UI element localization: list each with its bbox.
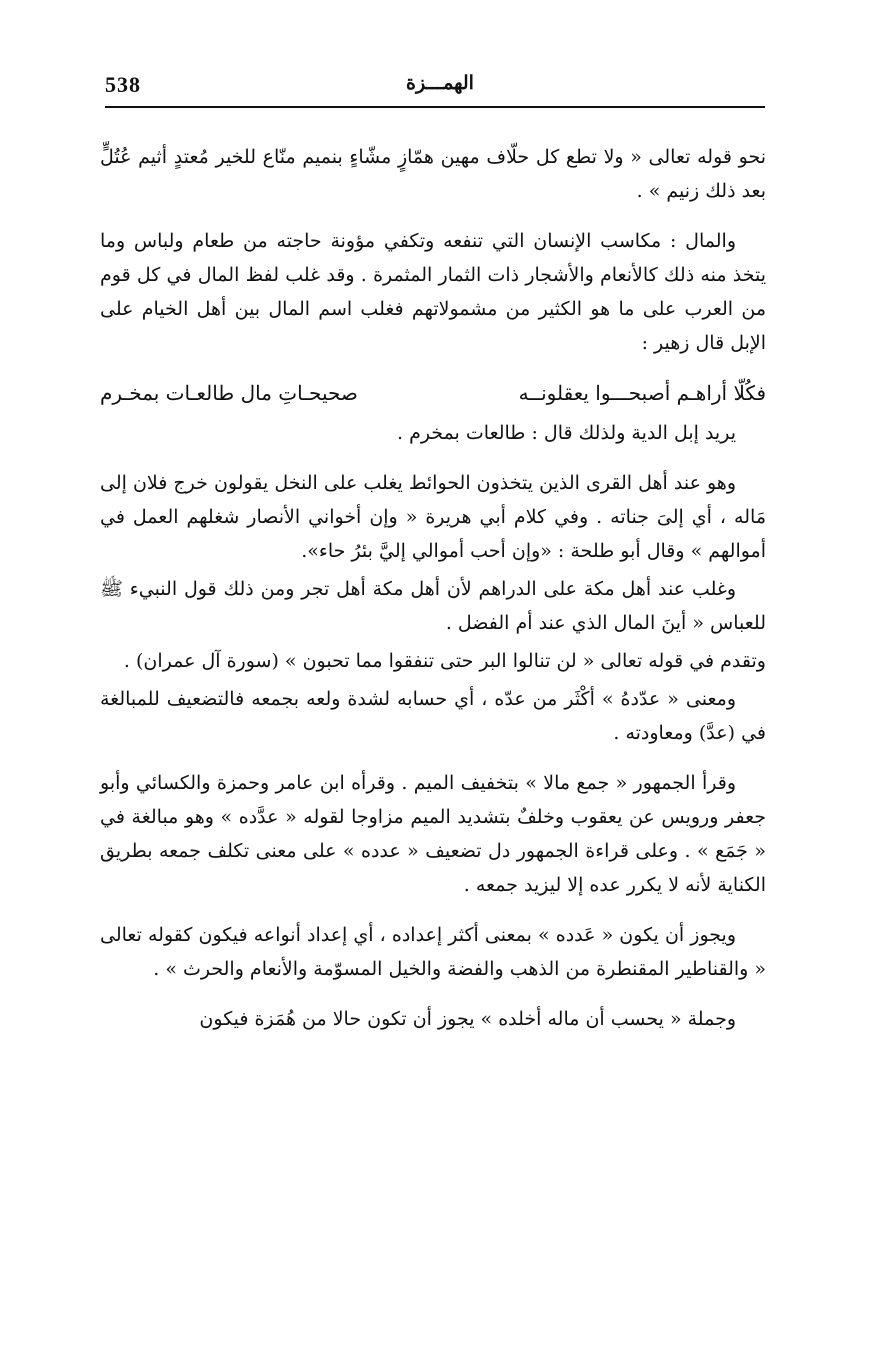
paragraph-mecca: وغلب عند أهل مكة على الدراهم لأن أهل مكة أهل تجر ومن ذلك قول النبيء ﷺ للعباس « أينَ المال الذي عند أم الفضل . [100, 578, 766, 634]
paragraph-explanation: يريد إبل الدية ولذلك قال : طالعات بمخرم . [396, 422, 736, 444]
verse-second-hemistich: صحيحـاتِ مال طالعـات بمخـرم [100, 381, 358, 405]
paragraph-villages: وهو عند أهل القرى الذين يتخذون الحوائط يغلب على النخل يقولون خرج فلان إلى مَاله ، أي إلىَ جناته . وفي كلام أبي هريرة « وإن أخواني الأنصار شغلهم العمل في أموالهم » وقال أبو طلحة : «وإن أحب أموالي إليَّ بئرُ حاء». [100, 472, 766, 562]
body-text [100, 140, 766, 1052]
header-rule [105, 106, 765, 108]
page-number: 538 [105, 72, 141, 97]
paragraph-meaning: ومعنى « عدّدهُ » أكْثَر من عدّه ، أي حسابه لشدة ولعه بجمعه فالتضعيف للمبالغة في (عدَّ) ومعاودته . [100, 688, 766, 744]
paragraph-definition-wealth: والمال : مكاسب الإنسان التي تنفعه وتكفي مؤونة حاجته من طعام ولباس وما يتخذ منه ذلك كالأنعام والأشجار ذات الثمار المثمرة . وقد غلب لفظ المال في كل قوم من العرب على ما هو الكثير من مشمولاتهم فغلب اسم المال بين أهل الخيام على الإبل قال زهير : [100, 230, 766, 354]
paragraph-permissible: ويجوز أن يكون « عَدده » بمعنى أكثر إعداده ، أي إعداد أنواعه فيكون كقوله تعالى « والقناطير المقنطرة من الذهب والفضة والخيل المسوّمة والأنعام والحرث » . [100, 924, 766, 980]
verse-first-hemistich: فكُلّا أراهـم أصبحـــوا يعقلونــه [518, 381, 766, 405]
page-header [105, 64, 765, 110]
poetry-verse [100, 376, 766, 410]
paragraph-sentence: وجملة « يحسب أن ماله أخلده » يجوز أن تكون حالا من هُمَزة فيكون [199, 1008, 736, 1030]
paragraph-readings: وقرأ الجمهور « جمع مالا » بتخفيف الميم . وقرأه ابن عامر وحمزة والكسائي وأبو جعفر ورويس عن يعقوب وخلفٌ بتشديد الميم مزاوجا لقوله « عدَّده » وهو مبالغة في « جَمَع » . وعلى قراءة الجمهور دل تضعيف « عدده » على معنى تكلف جمعه بطريق الكناية لأنه لا يكرر عده إلا ليزيد جمعه . [100, 772, 766, 896]
running-title: الهمـــزة [406, 72, 474, 94]
paragraph-previously: وتقدم في قوله تعالى « لن تنالوا البر حتى تنفقوا مما تحبون » (سورة آل عمران) . [123, 650, 766, 672]
paragraph-quran-quote: نحو قوله تعالى « ولا تطع كل حلّاف مهين همّازٍ مشّاءٍ بنميم منّاع للخير مُعتدٍ أثيم عُتُلٍّ بعد ذلك زنيم » . [100, 146, 766, 202]
